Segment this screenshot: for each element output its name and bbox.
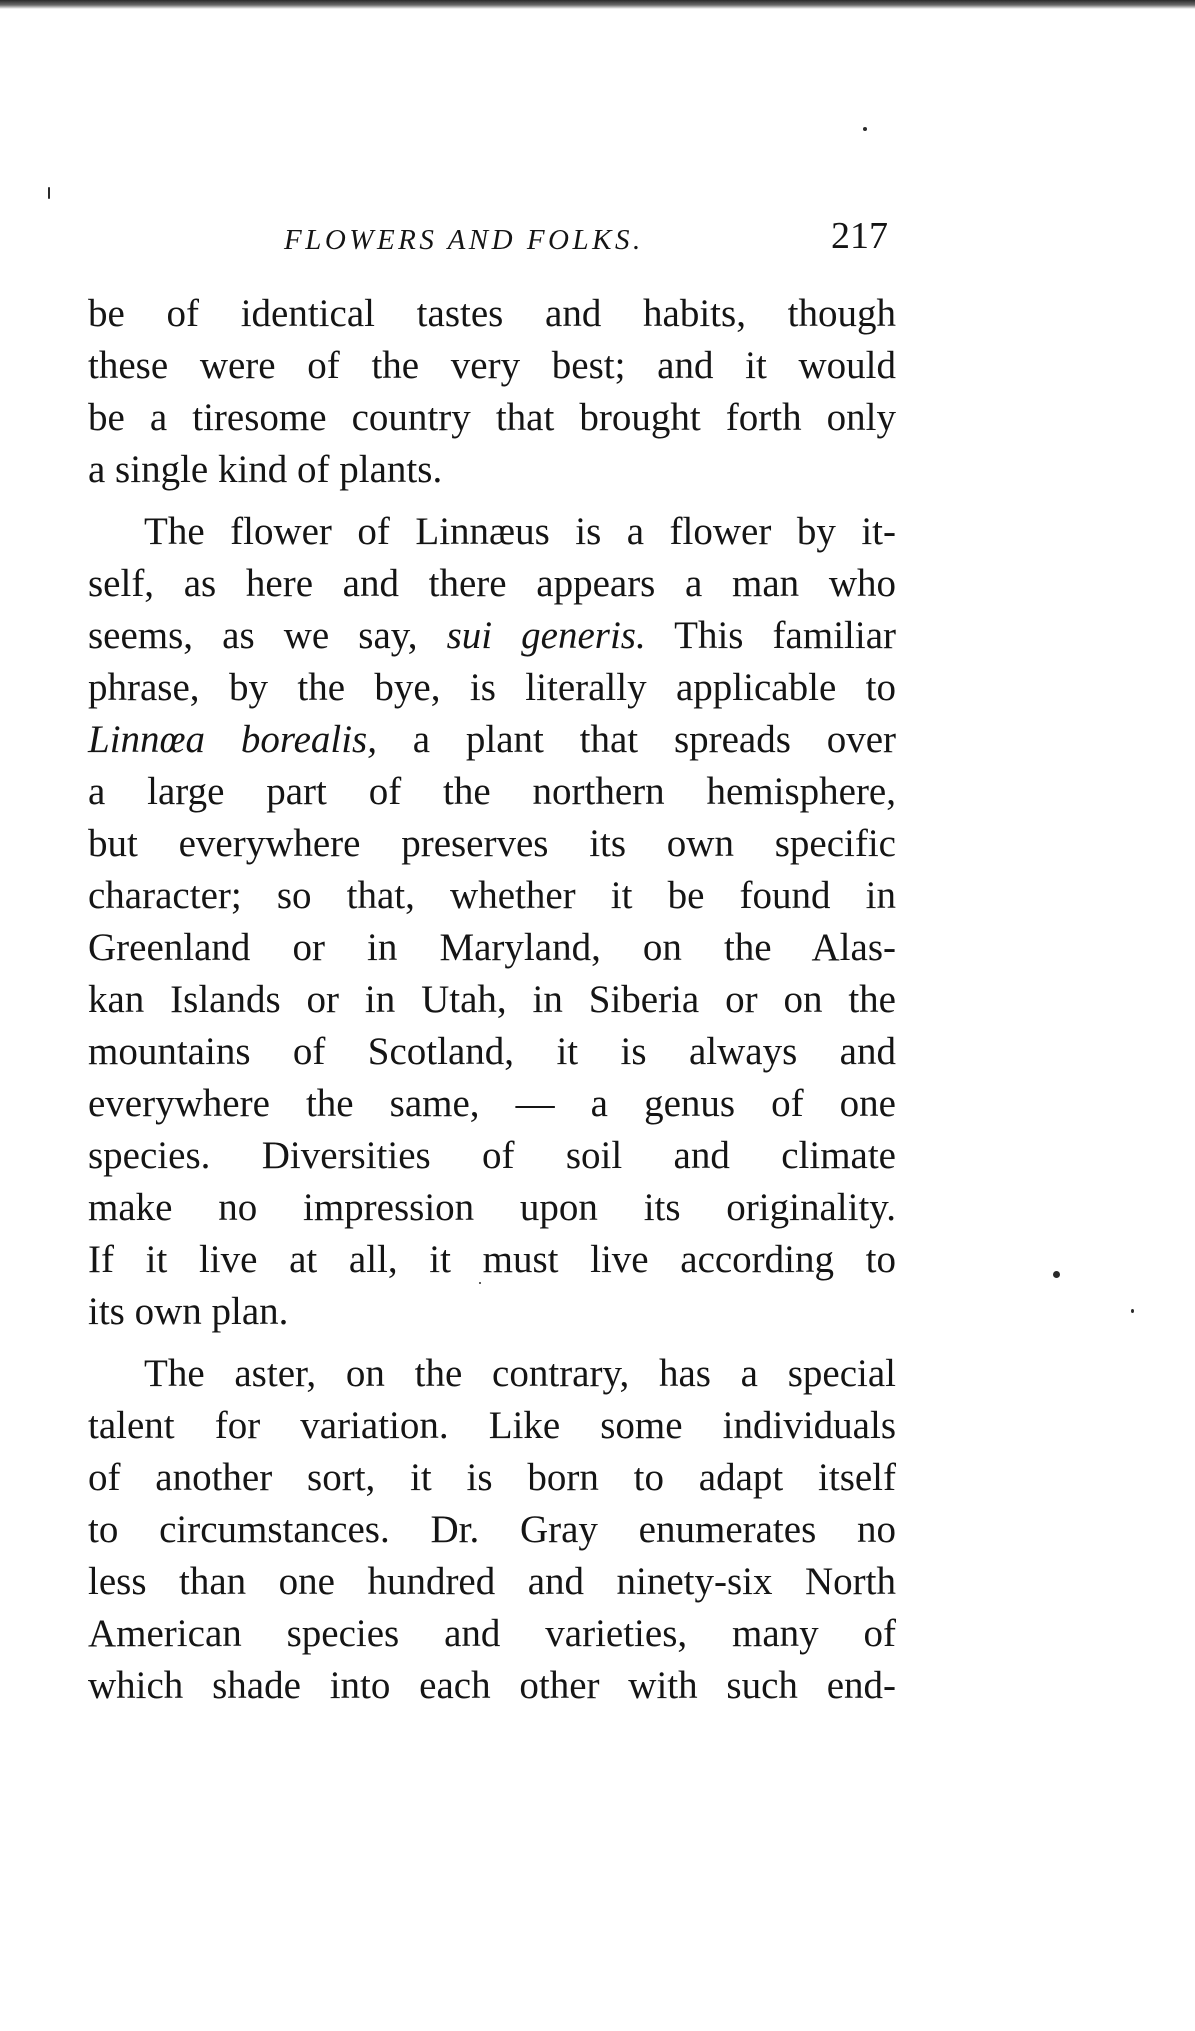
text-line: its own plan. bbox=[88, 1290, 289, 1333]
text-line: The aster, on the contrary, has a special bbox=[144, 1352, 896, 1395]
text-line: species. Diversities of soil and climate bbox=[88, 1134, 896, 1177]
text-line: self, as here and there appears a man who bbox=[88, 562, 896, 605]
text-line: a large part of the northern hemisphere, bbox=[88, 770, 896, 813]
running-head bbox=[88, 212, 896, 264]
text-line: If it live at all, it must live according to bbox=[88, 1238, 896, 1281]
body-text bbox=[88, 288, 896, 1712]
text-run: seems, as we say, bbox=[88, 614, 447, 657]
text-run: a plant that spreads over bbox=[376, 718, 896, 761]
page-top-edge bbox=[0, 0, 1195, 9]
scan-speck bbox=[1131, 1309, 1134, 1313]
text-line bbox=[88, 610, 896, 662]
scan-speck bbox=[1053, 1271, 1060, 1278]
text-line: talent for variation. Like some individuals bbox=[88, 1404, 896, 1447]
paragraph-gap bbox=[88, 496, 896, 506]
text-line: a single kind of plants. bbox=[88, 448, 443, 491]
page-number: 217 bbox=[831, 215, 888, 257]
text-line: make no impression upon its originality. bbox=[88, 1186, 896, 1229]
text-line: American species and varieties, many of bbox=[88, 1612, 896, 1655]
text-line: these were of the very best; and it would bbox=[88, 344, 896, 387]
text-line: character; so that, whether it be found in bbox=[88, 874, 896, 917]
text-line bbox=[88, 714, 896, 766]
text-line: but everywhere preserves its own specific bbox=[88, 822, 896, 865]
scan-speck bbox=[863, 127, 867, 131]
text-line: which shade into each other with such end- bbox=[88, 1664, 896, 1707]
text-line: kan Islands or in Utah, in Siberia or on the bbox=[88, 978, 896, 1021]
text-line: to circumstances. Dr. Gray enumerates no bbox=[88, 1508, 896, 1551]
text-line: mountains of Scotland, it is always and bbox=[88, 1030, 896, 1073]
italic-phrase: sui generis. bbox=[446, 614, 646, 657]
text-line: Greenland or in Maryland, on the Alas- bbox=[88, 926, 896, 969]
running-title: FLOWERS AND FOLKS. bbox=[284, 224, 644, 256]
text-run: This familiar bbox=[645, 614, 896, 657]
text-line: everywhere the same, — a genus of one bbox=[88, 1082, 896, 1125]
text-line: of another sort, it is born to adapt itself bbox=[88, 1456, 896, 1499]
text-line: less than one hundred and ninety-six North bbox=[88, 1560, 896, 1603]
text-line: phrase, by the bye, is literally applicable to bbox=[88, 666, 896, 709]
scan-speck bbox=[48, 187, 50, 199]
text-line: be a tiresome country that brought forth only bbox=[88, 396, 896, 439]
text-line: The flower of Linnæus is a flower by it- bbox=[144, 510, 896, 553]
text-line: be of identical tastes and habits, though bbox=[88, 292, 896, 335]
italic-phrase: Linnœa borealis, bbox=[88, 718, 377, 761]
paragraph-gap bbox=[88, 1338, 896, 1348]
